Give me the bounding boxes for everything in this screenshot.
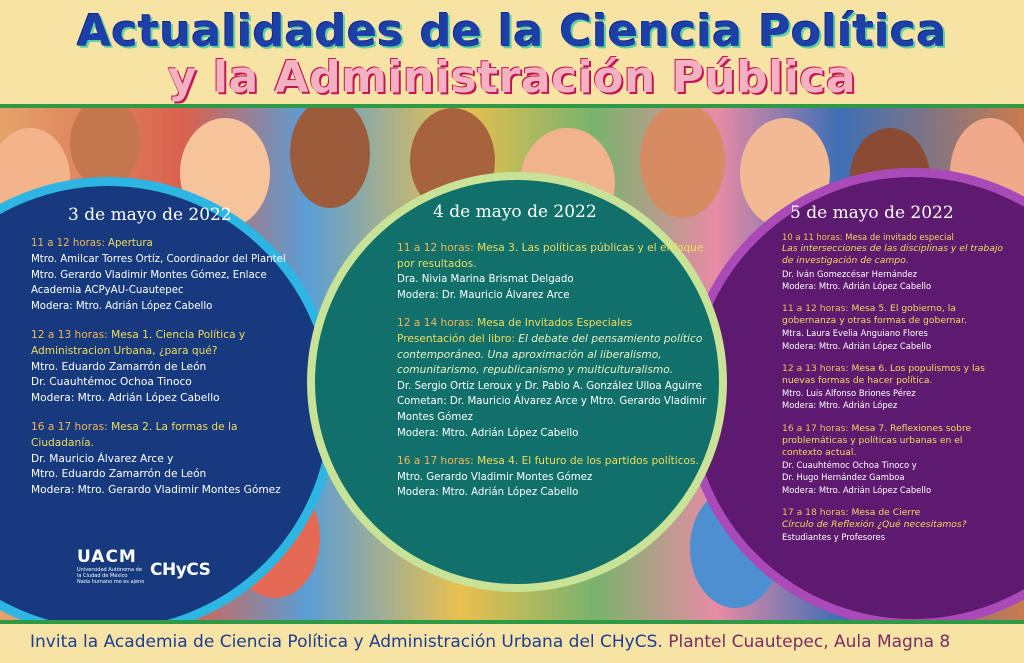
item-subtitle: Las intersecciones de las disciplinas y el trabajo de investigación de campo. xyxy=(782,243,1004,267)
item-line: Cometan: Dr. Mauricio Álvarez Arce y Mtro. Gerardo Vladimir Montes Gómez xyxy=(397,396,707,423)
header xyxy=(0,0,1024,106)
face-illustration xyxy=(70,108,140,188)
face-illustration xyxy=(290,108,370,208)
chycs-logo: CHyCS xyxy=(150,560,211,580)
item-title: Apertura xyxy=(108,238,153,249)
item-time: 16 a 17 horas: xyxy=(397,455,474,468)
item-line: Dr. Mauricio Álvarez Arce y xyxy=(31,452,174,465)
item-time: 16 a 17 horas: xyxy=(31,420,108,433)
item-title: Mesa 1. Ciencia Política y Administracion Urbana, ¿para qué? xyxy=(31,328,246,357)
schedule-item xyxy=(31,328,296,407)
item-line: Dr. Iván Gomezcésar Hernández xyxy=(782,268,918,279)
uacm-logo: UACM Universidad Autónoma de la Ciudad de México Nada humano me es ajeno xyxy=(77,547,145,585)
footer xyxy=(0,624,1024,663)
item-line: Modera: Dr. Mauricio Álvarez Arce xyxy=(397,289,570,301)
item-time: 12 a 13 horas: xyxy=(31,328,108,341)
schedule-item xyxy=(782,507,1004,544)
book-prefix: Presentación del libro: xyxy=(397,332,515,345)
day1-date: 3 de mayo de 2022 xyxy=(68,205,232,225)
item-time: 12 a 14 horas: xyxy=(397,317,474,330)
item-line: Mtro. Eduardo Zamarrón de León xyxy=(31,360,207,373)
item-line: Modera: Mtro. Adrián López Cabello xyxy=(782,484,932,495)
schedule-item xyxy=(782,423,1004,496)
item-line: Mtro. Luis Alfonso Briones Pérez xyxy=(782,388,916,399)
item-subtitle: Círculo de Reflexión ¿Qué necesitamos? xyxy=(782,519,967,531)
item-time: 16 a 17 horas: xyxy=(782,422,849,434)
item-title: Mesa 6. Los populismos y las nuevas formas de hacer política. xyxy=(782,362,985,387)
item-line: Modera: Mtro. Gerardo Vladimir Montes Gómez xyxy=(31,484,281,497)
schedule-item xyxy=(397,454,717,501)
item-line: Mtro. Gerardo Vladimir Montes Gómez, Enlace Academia ACPyAU-Cuautepec xyxy=(31,269,267,297)
item-time: 12 a 13 horas: xyxy=(782,362,849,374)
item-time: 17 a 18 horas: xyxy=(782,506,849,518)
item-line: Modera: Mtro. Adrián López Cabello xyxy=(31,301,213,313)
item-line: Dr. Cuauhtémoc Ochoa Tinoco xyxy=(31,376,192,389)
day1-schedule xyxy=(31,236,296,512)
day2-date: 4 de mayo de 2022 xyxy=(433,202,597,222)
book-title: El debate del pensamiento político contemporáneo. Una aproximación al liberalismo, comunitarismo, republicanismo y multiculturalismo. xyxy=(397,332,703,377)
item-time: 11 a 12 horas: xyxy=(397,242,474,254)
item-line: Modera: Mtro. Adrián López xyxy=(782,400,898,411)
item-title: Mesa de invitado especial xyxy=(845,232,954,242)
item-line: Modera: Mtro. Adrián López Cabello xyxy=(782,340,932,351)
item-time: 10 a 11 horas: xyxy=(782,232,843,242)
footer-invite: Invita la Academia de Ciencia Política y Administración Urbana del CHyCS. xyxy=(30,632,663,652)
item-title: Mesa 4. El futuro de los partidos políticos. xyxy=(477,455,699,468)
footer-place: Plantel Cuautepec, Aula Magna 8 xyxy=(668,632,951,652)
face-illustration xyxy=(640,108,725,218)
schedule-item xyxy=(397,241,717,303)
item-line: Dra. Nivia Marina Brismat Delgado xyxy=(397,274,574,286)
item-title: Mesa de Invitados Especiales xyxy=(477,317,633,330)
day3-date: 5 de mayo de 2022 xyxy=(790,203,954,223)
day2-schedule xyxy=(397,241,717,514)
item-time: 11 a 12 horas: xyxy=(31,238,105,249)
item-line: Mtro. Eduardo Zamarrón de León xyxy=(31,468,207,481)
item-line: Dr. Sergio Ortiz Leroux y Dr. Pablo A. González Ulloa Aguirre xyxy=(397,380,702,392)
item-title: Mesa 3. Las políticas públicas y el enfoque por resultados. xyxy=(397,242,704,270)
day3-schedule xyxy=(782,231,1004,556)
item-title: Mesa 5. El gobierno, la gobernanza y otras formas de gobernar. xyxy=(782,303,967,327)
title-line-1: Actualidades de la Ciencia Política xyxy=(77,6,947,57)
item-title: Mesa 7. Reflexiones sobre problemáticas y políticas urbanas en el contexto actual. xyxy=(782,422,972,459)
item-line: Mtro. Gerardo Vladimir Montes Gómez xyxy=(397,471,593,483)
title-line-2: y la Administración Pública xyxy=(167,52,857,103)
item-line: Modera: Mtro. Adrián López Cabello xyxy=(397,427,579,439)
item-line: Modera: Mtro. Adrián López Cabello xyxy=(782,280,932,291)
item-line: Mtra. Laura Evelia Anguiano Flores xyxy=(782,328,928,339)
item-line: Dr. Cuauhtémoc Ochoa Tinoco y xyxy=(782,460,917,471)
item-title: Mesa de Cierre xyxy=(851,506,921,518)
item-time: 11 a 12 horas: xyxy=(782,303,849,315)
item-title: Mesa 2. La formas de la Ciudadanía. xyxy=(31,420,238,449)
schedule-item xyxy=(782,231,1004,292)
schedule-item xyxy=(782,363,1004,412)
schedule-item xyxy=(782,303,1004,352)
item-line: Modera: Mtro. Adrián López Cabello xyxy=(397,487,579,499)
footer-text xyxy=(30,632,950,652)
item-line: Modera: Mtro. Adrián López Cabello xyxy=(31,392,220,405)
item-line: Mtro. Amilcar Torres Ortíz, Coordinador del Plantel xyxy=(31,253,286,265)
schedule-item xyxy=(31,420,296,499)
item-line: Estudiantes y Profesores xyxy=(782,532,886,543)
item-line: Dr. Hugo Hernández Gamboa xyxy=(782,472,905,483)
schedule-item xyxy=(397,316,717,441)
schedule-item xyxy=(31,236,296,315)
